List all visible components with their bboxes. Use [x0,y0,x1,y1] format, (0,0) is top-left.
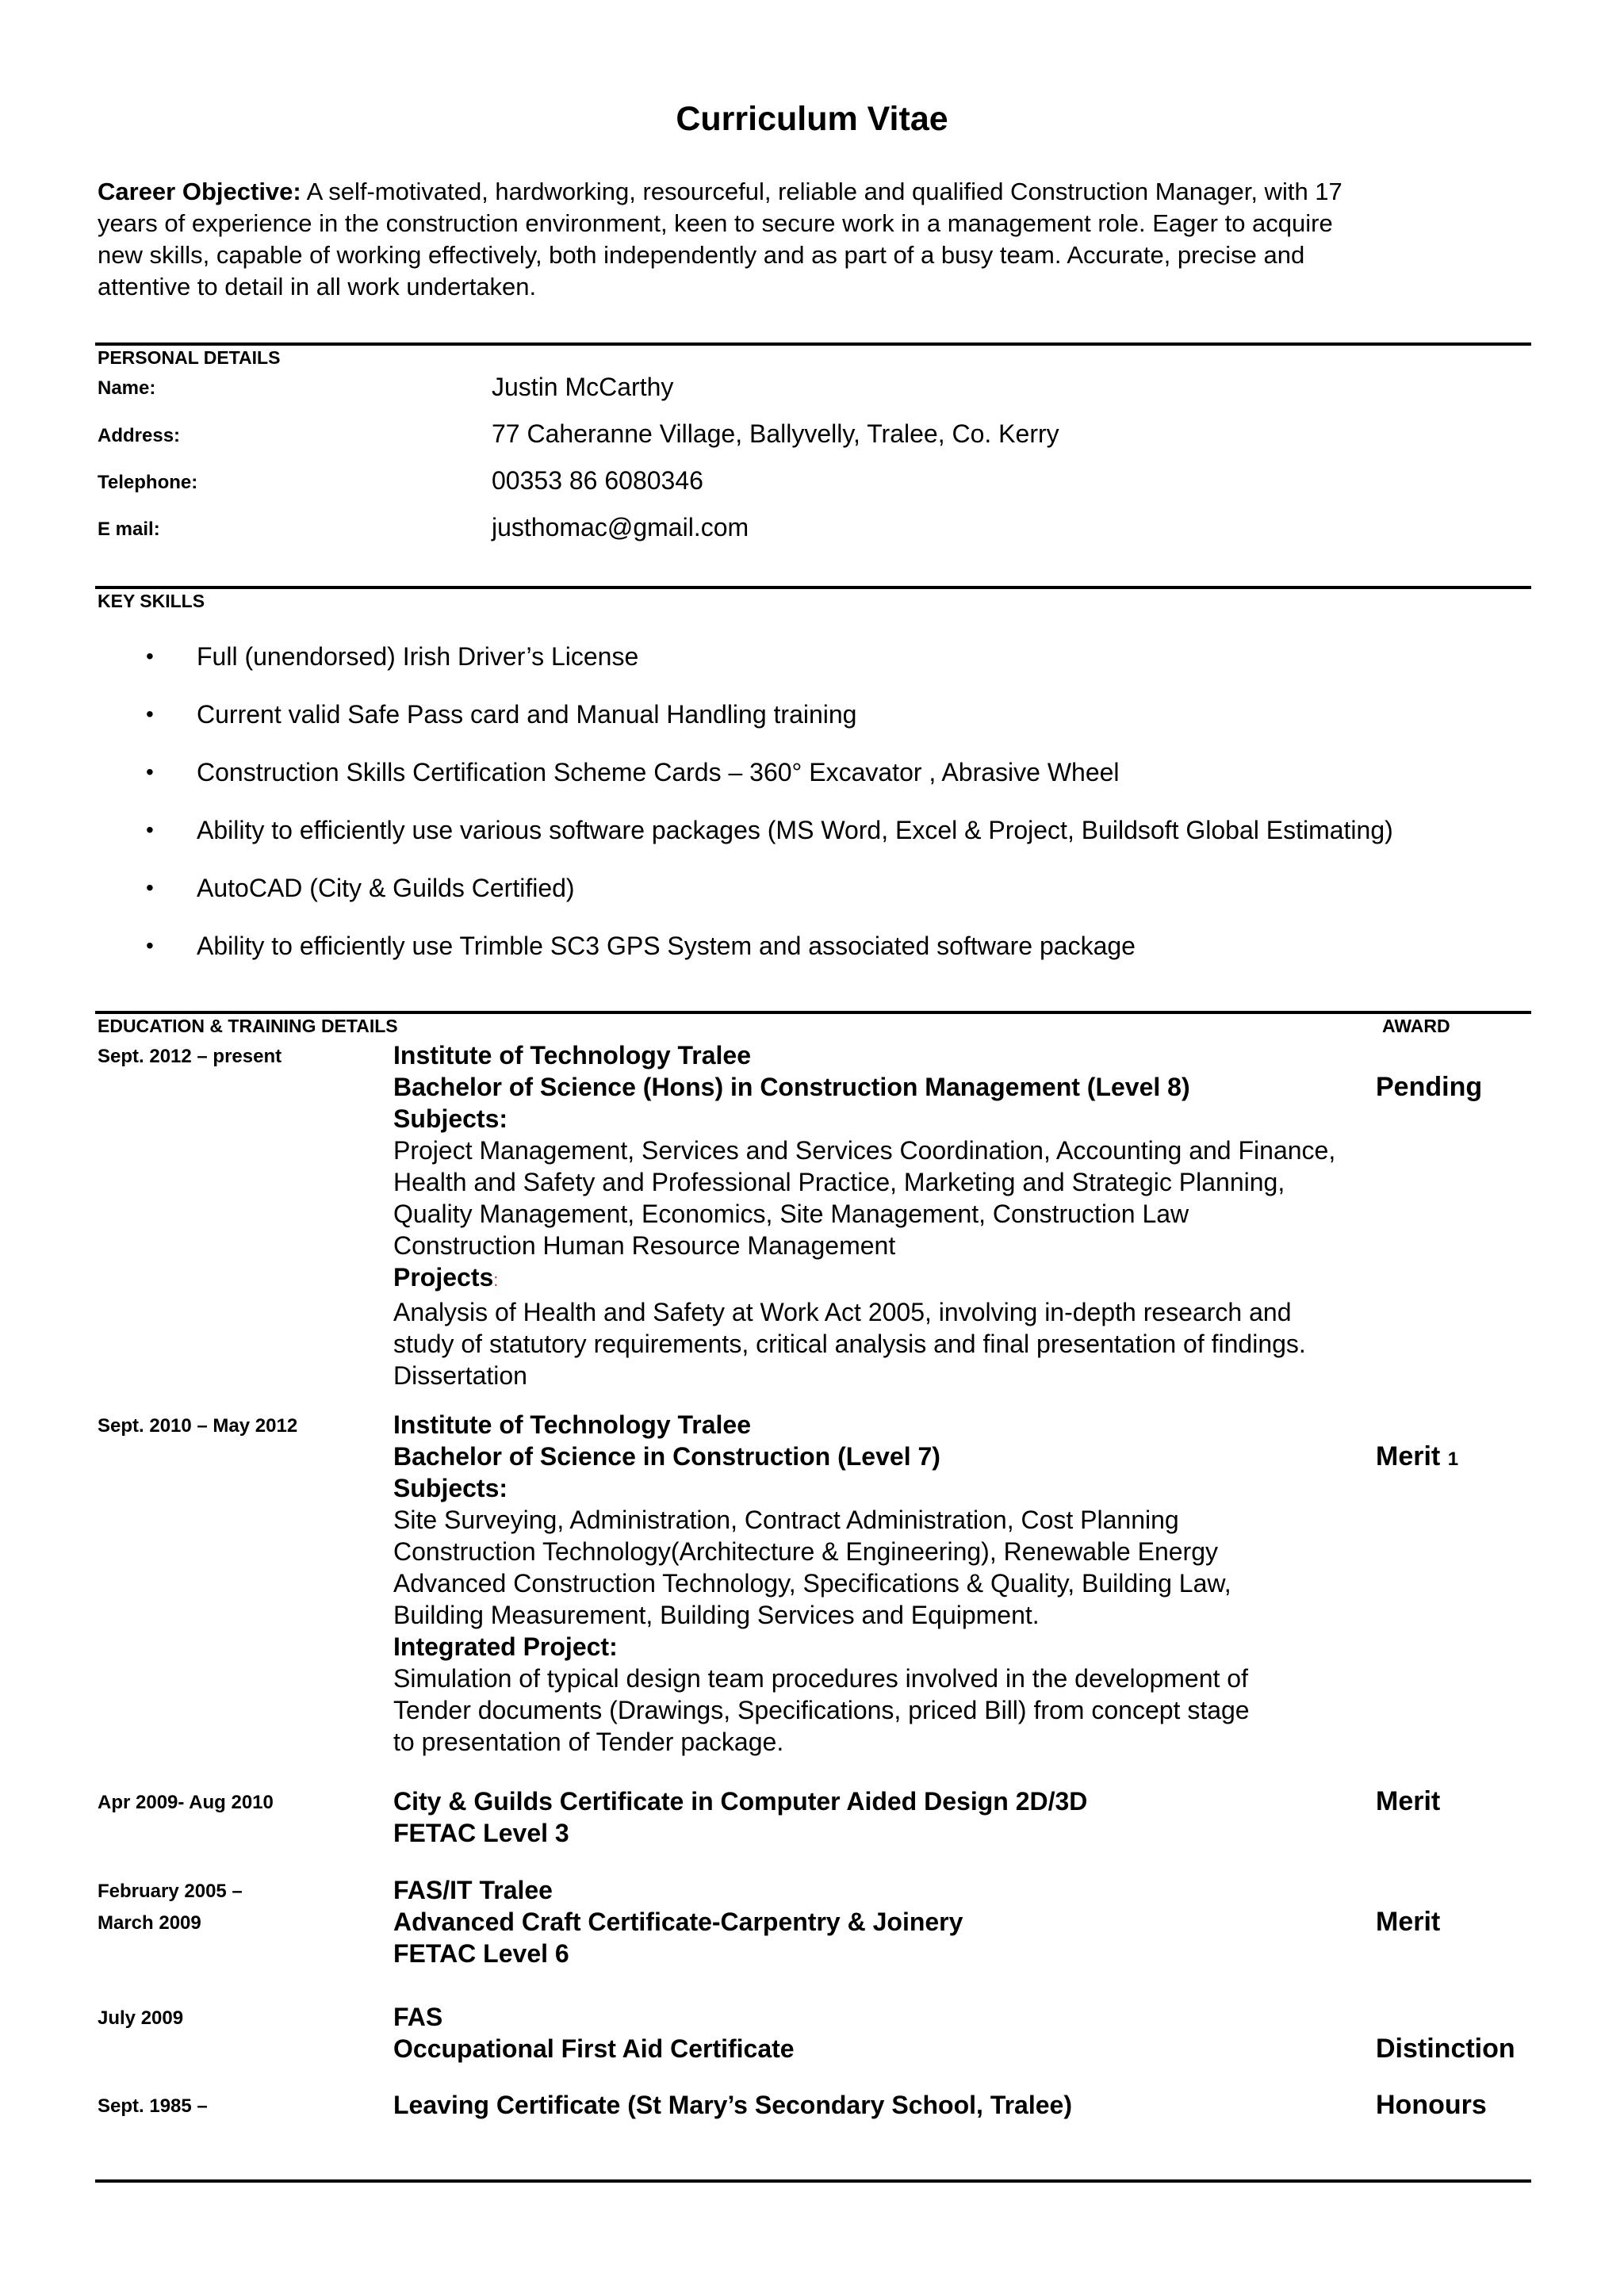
section-divider [95,342,1531,346]
award-footnote: 1 [1447,1448,1459,1470]
projects-label-row [393,1261,1392,1296]
qualification: Advanced Craft Certificate-Carpentry & Joinery [393,1908,963,1936]
bullet-icon: • [146,702,154,726]
qualification: Bachelor of Science (Hons) in Construction Management (Level 8) [393,1073,1190,1101]
education-heading: EDUCATION & TRAINING DETAILS [98,1016,398,1036]
skill-text: Ability to efficiently use Trimble SC3 GPS System and associated software package [197,932,1136,960]
objective-line: years of experience in the construction environment, keen to secure work in a management role. Eager to acquire [98,209,1333,237]
subjects-line: Health and Safety and Professional Practice, Marketing and Strategic Planning, [393,1168,1285,1196]
qualification: Occupational First Aid Certificate [393,2034,795,2063]
subjects-line: Quality Management, Economics, Site Management, Construction Law [393,1200,1189,1228]
projects-colon: : [493,1270,499,1290]
email-label: E mail: [98,519,160,540]
education-date: July 2009 [98,2007,184,2029]
skill-text: AutoCAD (City & Guilds Certified) [197,874,575,902]
email-value: justhomac@gmail.com [492,513,749,541]
telephone-label: Telephone: [98,472,198,493]
subjects-line: Building Measurement, Building Services and Equipment. [393,1601,1040,1629]
subjects-line: Advanced Construction Technology, Specifications & Quality, Building Law, [393,1569,1231,1598]
skill-text: Construction Skills Certification Scheme Cards – 360° Excavator , Abrasive Wheel [197,758,1120,786]
education-date: Apr 2009- Aug 2010 [98,1792,274,1813]
address-label: Address: [98,425,181,446]
award-text: Merit [1376,1441,1441,1471]
education-entry [393,1039,1392,1391]
projects-line: Tender documents (Drawings, Specifications, priced Bill) from concept stage [393,1696,1250,1724]
bullet-icon: • [146,875,154,900]
award-value: Merit [1376,1907,1441,1937]
bullet-icon: • [146,644,154,668]
name-label: Name: [98,377,156,399]
projects-label: Projects [393,1263,494,1292]
education-date [98,1876,243,1939]
career-objective [98,176,1509,303]
section-divider [95,1011,1531,1014]
bullet-icon: • [146,933,154,958]
date-line: February 2005 – [98,1881,243,1902]
subjects-line: Construction Technology(Architecture & Engineering), Renewable Energy [393,1537,1218,1566]
education-entry [393,1874,1392,1969]
subjects-line: Construction Human Resource Management [393,1231,896,1260]
telephone-value: 00353 86 6080346 [492,466,703,495]
skill-text: Ability to efficiently use various software packages (MS Word, Excel & Project, Buildsoft Global Estimating) [197,816,1393,844]
projects-label: Integrated Project: [393,1632,618,1661]
address-value: 77 Caheranne Village, Ballyvelly, Tralee, Co. Kerry [492,419,1059,448]
education-entry [393,2089,1392,2121]
qualification: City & Guilds Certificate in Computer Aided Design 2D/3D [393,1787,1088,1816]
award-value: Pending [1376,1072,1483,1102]
section-divider [95,2179,1531,2183]
section-divider [95,586,1531,589]
institution: FAS [393,2003,443,2031]
education-entry [393,2001,1392,2064]
subjects-label: Subjects: [393,1104,508,1133]
date-line: March 2009 [98,1912,201,1934]
projects-line: to presentation of Tender package. [393,1728,784,1756]
education-entry [393,1409,1392,1758]
qualification: Bachelor of Science in Construction (Level 7) [393,1442,940,1471]
education-entry [393,1785,1392,1849]
award-heading: AWARD [1382,1016,1450,1036]
skill-text: Current valid Safe Pass card and Manual Handling training [197,700,857,729]
name-value: Justin McCarthy [492,373,674,401]
key-skills-heading: KEY SKILLS [98,591,205,611]
award-value: Distinction [1376,2034,1515,2064]
personal-details-heading: PERSONAL DETAILS [98,347,281,368]
education-date: Sept. 2010 – May 2012 [98,1415,298,1437]
institution: Institute of Technology Tralee [393,1410,752,1439]
institution: Institute of Technology Tralee [393,1041,752,1070]
qualification-level: FETAC Level 3 [393,1819,569,1847]
projects-line: Dissertation [393,1361,527,1390]
bullet-icon: • [146,817,154,842]
award-value [1376,1441,1458,1475]
subjects-label: Subjects: [393,1474,508,1502]
award-value: Honours [1376,2090,1487,2120]
objective-line: new skills, capable of working effectively, both independently and as part of a busy team. Accurate, precise and [98,241,1305,269]
qualification: Leaving Certificate (St Mary’s Secondary School, Tralee) [393,2091,1072,2119]
subjects-line: Project Management, Services and Services Coordination, Accounting and Finance, [393,1136,1336,1165]
objective-label: Career Objective: [98,178,301,205]
skill-text: Full (unendorsed) Irish Driver’s License [197,642,639,671]
subjects-line: Site Surveying, Administration, Contract Administration, Cost Planning [393,1506,1179,1534]
education-date: Sept. 1985 – [98,2095,208,2117]
projects-line: Simulation of typical design team procedures involved in the development of [393,1664,1248,1693]
award-value: Merit [1376,1786,1441,1816]
objective-line: A self-motivated, hardworking, resourceful, reliable and qualified Construction Manager, with 17 [301,178,1342,205]
institution: FAS/IT Tralee [393,1876,553,1904]
qualification-level: FETAC Level 6 [393,1939,569,1968]
projects-line: study of statutory requirements, critical analysis and final presentation of findings. [393,1330,1306,1358]
document-title: Curriculum Vitae [676,100,948,138]
bullet-icon: • [146,760,154,784]
objective-line: attentive to detail in all work undertaken. [98,273,537,300]
education-date: Sept. 2012 – present [98,1046,282,1067]
projects-line: Analysis of Health and Safety at Work Act 2005, involving in-depth research and [393,1298,1292,1326]
